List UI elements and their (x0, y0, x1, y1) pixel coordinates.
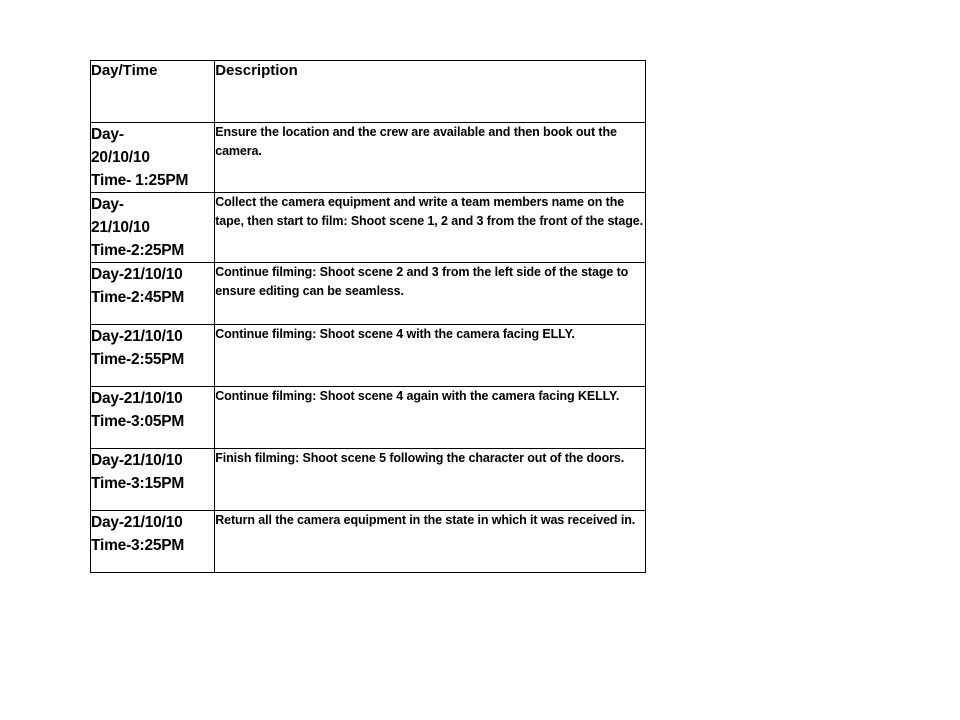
day-time-cell: Day-21/10/10 Time-3:05PM (91, 387, 215, 449)
day-time-cell: Day-21/10/10 Time-3:25PM (91, 511, 215, 573)
table-header-row (91, 61, 646, 123)
table-row (91, 449, 646, 511)
filming-schedule-table (90, 60, 646, 573)
day-time-cell: Day-21/10/10 Time-2:45PM (91, 263, 215, 325)
description-cell: Return all the camera equipment in the state in which it was received in. (215, 511, 646, 573)
description-cell: Collect the camera equipment and write a team members name on the tape, then start to film: Shoot scene 1, 2 and 3 from the front of the stage. (215, 193, 646, 263)
table-row (91, 123, 646, 193)
description-cell: Continue filming: Shoot scene 2 and 3 from the left side of the stage to ensure editing can be seamless. (215, 263, 646, 325)
day-time-cell: Day- 21/10/10 Time-2:25PM (91, 193, 215, 263)
header-description: Description (215, 61, 646, 123)
description-cell: Continue filming: Shoot scene 4 with the camera facing ELLY. (215, 325, 646, 387)
description-cell: Continue filming: Shoot scene 4 again with the camera facing KELLY. (215, 387, 646, 449)
table-row (91, 325, 646, 387)
table-row (91, 387, 646, 449)
day-time-cell: Day-21/10/10 Time-3:15PM (91, 449, 215, 511)
day-time-cell: Day- 20/10/10 Time- 1:25PM (91, 123, 215, 193)
table-row (91, 511, 646, 573)
description-cell: Finish filming: Shoot scene 5 following the character out of the doors. (215, 449, 646, 511)
header-day-time: Day/Time (91, 61, 215, 123)
description-cell: Ensure the location and the crew are available and then book out the camera. (215, 123, 646, 193)
day-time-cell: Day-21/10/10 Time-2:55PM (91, 325, 215, 387)
table-row (91, 263, 646, 325)
table-row (91, 193, 646, 263)
